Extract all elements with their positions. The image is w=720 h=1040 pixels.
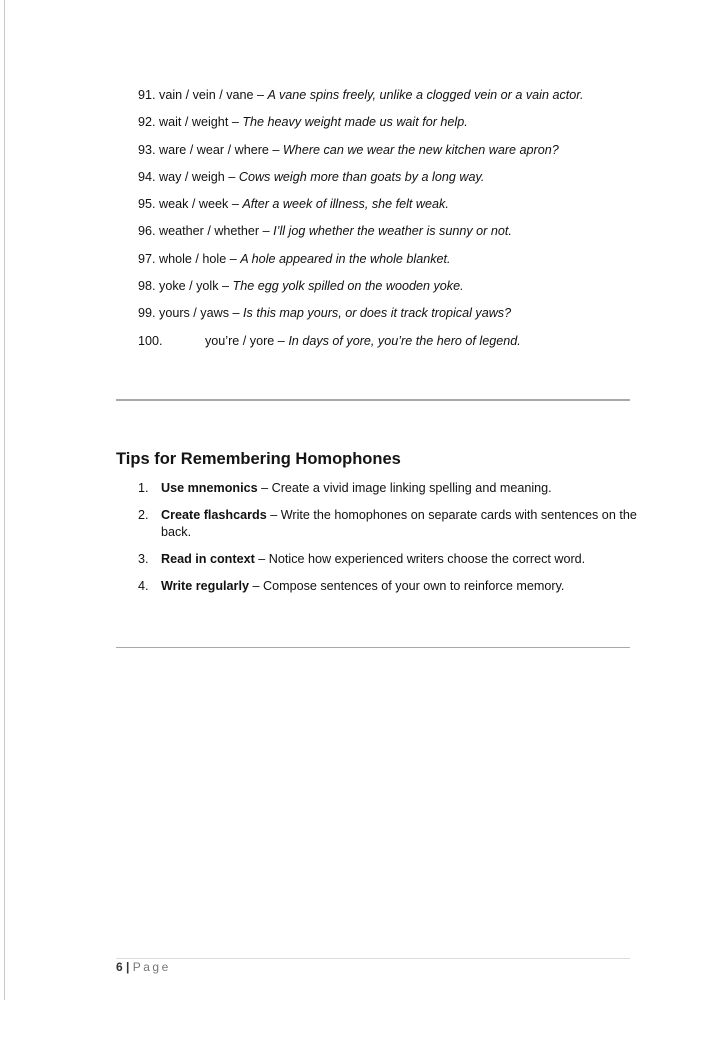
homophone-list	[138, 86, 638, 359]
tip-item	[138, 480, 638, 497]
section-divider	[116, 647, 630, 648]
tip-label: Write regularly	[161, 579, 249, 593]
list-item	[138, 277, 638, 304]
item-number: 99.	[138, 306, 156, 321]
section-divider	[116, 399, 630, 401]
item-number: 100.	[138, 333, 163, 348]
tip-text: Compose sentences of your own to reinforce memory.	[262, 579, 565, 593]
item-terms: weak / week	[159, 197, 229, 212]
item-sentence: After a week of illness, she felt weak.	[242, 197, 449, 212]
item-number: 98.	[138, 279, 156, 294]
footer-divider	[116, 958, 630, 959]
item-sentence: Is this map yours, or does it track tropical yaws?	[243, 306, 512, 321]
list-item	[138, 304, 638, 331]
tip-dash: –	[252, 579, 260, 593]
tip-item	[138, 551, 638, 568]
item-dash: –	[231, 115, 239, 130]
item-terms: vain / vein / vane	[159, 88, 254, 102]
list-item	[138, 141, 638, 168]
list-item	[138, 222, 638, 249]
item-dash: –	[272, 142, 280, 157]
tip-item	[138, 507, 638, 541]
item-number: 91.	[138, 88, 156, 102]
item-sentence: A vane spins freely, unlike a clogged vein or a vain actor.	[267, 88, 584, 102]
page-separator: |	[126, 960, 130, 974]
tip-text: Notice how experienced writers choose the correct word.	[268, 552, 586, 566]
item-dash: –	[277, 333, 285, 348]
page-footer	[116, 960, 171, 974]
item-dash: –	[262, 224, 270, 239]
item-dash: –	[232, 306, 240, 321]
item-dash: –	[229, 251, 237, 266]
item-sentence: I’ll jog whether the weather is sunny or not.	[273, 224, 512, 239]
item-number: 95.	[138, 197, 156, 212]
tip-number: 4.	[138, 579, 149, 593]
list-item	[138, 113, 638, 140]
tip-item	[138, 578, 638, 595]
tip-label: Create flashcards	[161, 508, 267, 522]
list-item	[138, 86, 638, 113]
tip-text: Create a vivid image linking spelling and meaning.	[271, 481, 552, 495]
item-terms: whole / hole	[159, 251, 227, 266]
item-terms: way / weigh	[159, 169, 225, 184]
item-dash: –	[228, 169, 236, 184]
item-number: 94.	[138, 169, 156, 184]
tip-dash: –	[270, 508, 278, 522]
item-terms: wait / weight	[159, 115, 229, 130]
tip-label: Use mnemonics	[161, 481, 258, 495]
item-number: 92.	[138, 115, 156, 130]
page-left-edge	[4, 0, 5, 1000]
item-number: 97.	[138, 251, 156, 266]
tip-dash: –	[261, 481, 269, 495]
item-dash: –	[231, 197, 239, 212]
item-sentence: Where can we wear the new kitchen ware apron?	[282, 142, 559, 157]
item-terms: yours / yaws	[159, 306, 230, 321]
tip-number: 2.	[138, 508, 149, 522]
item-dash: –	[257, 88, 265, 102]
item-sentence: A hole appeared in the whole blanket.	[240, 251, 451, 266]
tip-number: 3.	[138, 552, 149, 566]
item-sentence: In days of yore, you’re the hero of legend.	[288, 333, 521, 348]
item-sentence: Cows weigh more than goats by a long way.	[238, 169, 485, 184]
item-terms: weather / whether	[159, 224, 260, 239]
tip-label: Read in context	[161, 552, 255, 566]
tips-list	[138, 480, 638, 605]
item-terms: you’re / yore	[205, 333, 275, 348]
tip-number: 1.	[138, 481, 149, 495]
item-sentence: The heavy weight made us wait for help.	[242, 115, 468, 130]
tip-text: Write the homophones on separate cards with sentences on the back.	[161, 508, 637, 539]
item-number: 96.	[138, 224, 156, 239]
list-item	[138, 332, 638, 359]
item-number: 93.	[138, 142, 156, 157]
item-terms: yoke / yolk	[159, 279, 219, 294]
page-label: Page	[132, 960, 171, 974]
item-dash: –	[222, 279, 230, 294]
tip-dash: –	[258, 552, 266, 566]
list-item	[138, 250, 638, 277]
tips-heading: Tips for Remembering Homophones	[116, 450, 401, 468]
item-sentence: The egg yolk spilled on the wooden yoke.	[232, 279, 464, 294]
page-number: 6	[116, 960, 123, 974]
list-item	[138, 168, 638, 195]
item-terms: ware / wear / where	[159, 142, 269, 157]
list-item	[138, 195, 638, 222]
